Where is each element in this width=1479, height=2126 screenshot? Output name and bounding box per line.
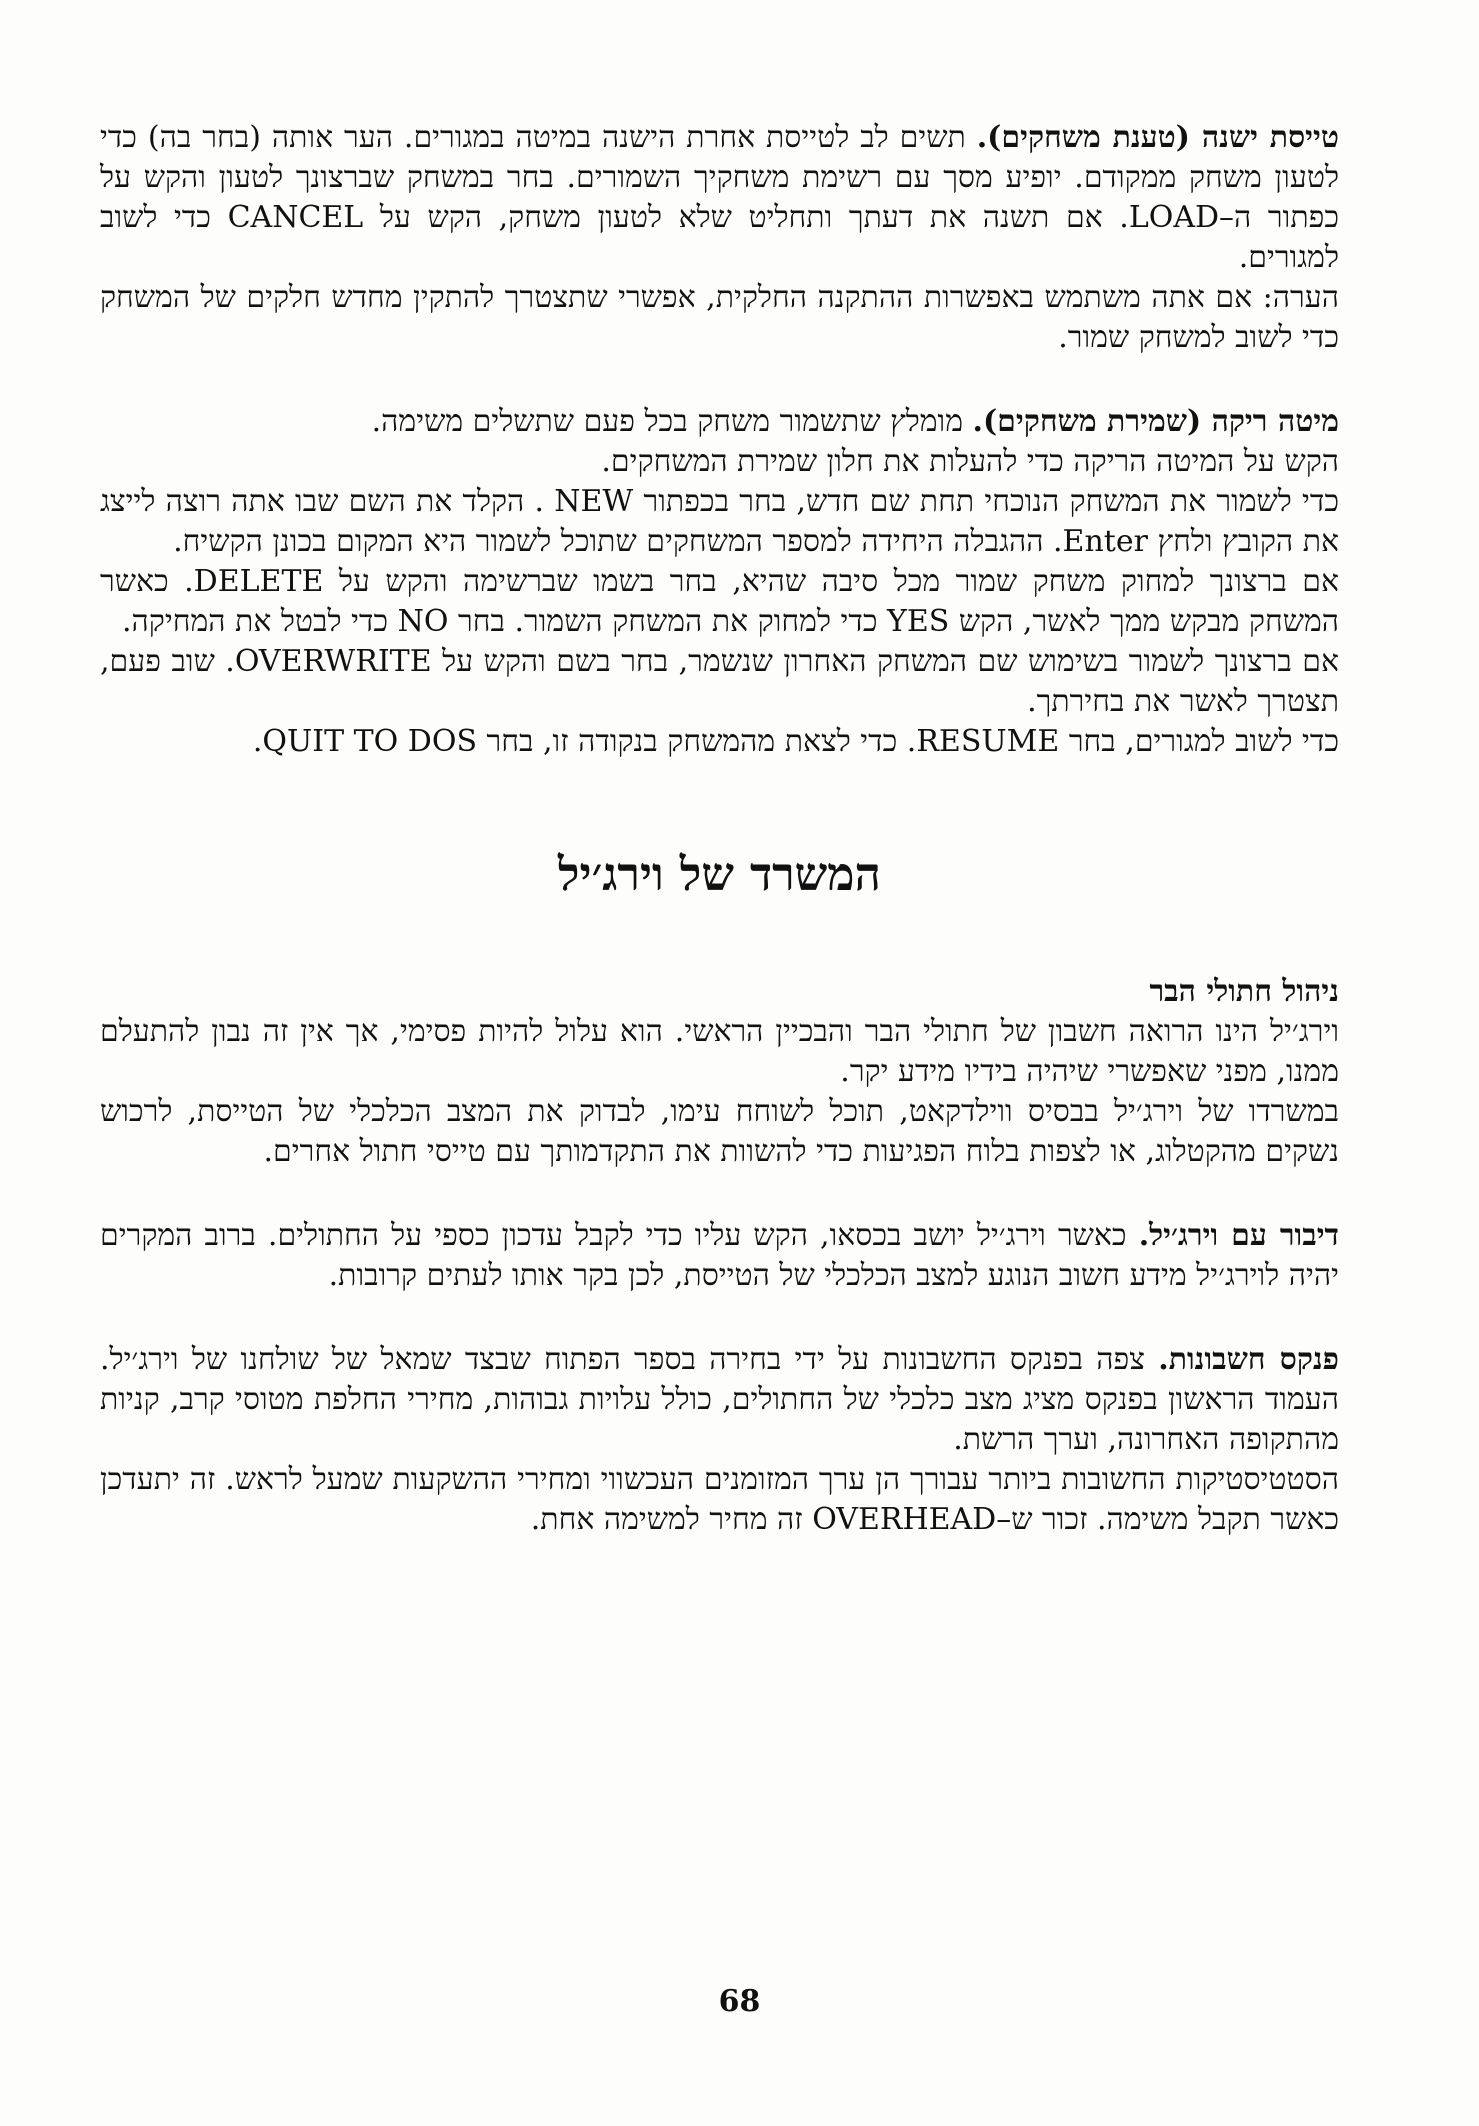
paragraph	[100, 118, 1339, 278]
section-lead: דיבור עם וירג׳יל.	[1138, 1218, 1339, 1253]
paragraph: הסטטיסטיקות החשובות ביותר עבורך הן ערך המזומנים העכשווי ומחירי ההשקעות שמעל לראש. זה יתעדכן כאשר תקבל משימה. זכור ש–OVERHEAD זה מחיר למשימה אחת.	[100, 1462, 1339, 1537]
paragraph: כדי לשוב למגורים, בחר RESUME. כדי לצאת מהמשחק בנקודה זו, בחר QUIT TO DOS.	[252, 724, 1339, 759]
paragraph: הקש על המיטה הריקה כדי להעלות את חלון שמירת המשחקים.	[601, 444, 1339, 479]
paragraph	[100, 1216, 1339, 1296]
section-managing	[100, 1012, 1339, 1172]
section-body: תשים לב לטייסת אחרת הישנה במיטה במגורים. הער אותה (בחר בה) כדי לטעון משחק ממקודם. יופיע מסך עם רשימת משחקיך השמורים. בחר במשחק שברצונך לטעון והקש על כפתור ה–LOAD. אם תשנה את דעתך ותחליט שלא לטעון משחק, הקש על CANCEL כדי לשוב למגורים.	[100, 120, 1339, 275]
paragraph: אם ברצונך לשמור בשימוש שם המשחק האחרון שנשמר, בחר בשם והקש על OVERWRITE. שוב פעם, תצטרך לאשר את בחירתך.	[100, 644, 1339, 719]
section-talk-virgil	[100, 1216, 1339, 1296]
section-lead: מיטה ריקה (שמירת משחקים).	[972, 404, 1339, 439]
section-lead: טייסת ישנה (טענת משחקים).	[976, 120, 1339, 155]
section-lead: פנקס חשבונות.	[1158, 1342, 1339, 1377]
chapter-heading: המשרד של וירג׳יל	[558, 847, 881, 901]
section-ledger	[100, 1340, 1339, 1540]
paragraph: הערה: אם אתה משתמש באפשרות ההתקנה החלקית, אפשרי שתצטרך להתקין מחדש חלקים של המשחק כדי לשוב למשחק שמור.	[100, 280, 1339, 355]
paragraph	[100, 402, 1339, 442]
subheading: ניהול חתולי הבר	[1149, 974, 1339, 1009]
section-body: צפה בפנקס החשבונות על ידי בחירה בספר הפתוח שבצד שמאל של שולחנו של וירג׳יל. העמוד הראשון בפנקס מציג מצב כלכלי של החתולים, כולל עלויות גבוהות, מחירי החלפת מטוסי קרב, קניות מהתקופה האחרונה, וערך הרשת.	[100, 1342, 1339, 1457]
paragraph: כדי לשמור את המשחק הנוכחי תחת שם חדש, בחר בכפתור NEW . הקלד את השם שבו אתה רוצה לייצג את הקובץ ולחץ Enter. ההגבלה היחידה למספר המשחקים שתוכל לשמור היא המקום בכונן הקשיח.	[100, 484, 1339, 559]
paragraph	[100, 1340, 1339, 1460]
page-content	[100, 118, 1339, 1584]
section-body: כאשר וירג׳יל יושב בכסאו, הקש עליו כדי לקבל עדכון כספי על החתולים. ברוב המקרים יהיה לוירג׳יל מידע חשוב הנוגע למצב הכלכלי של הטייסת, לכן בקר אותו לעתים קרובות.	[100, 1218, 1339, 1293]
section-load-games	[100, 118, 1339, 358]
section-body: מומלץ שתשמור משחק בכל פעם שתשלים משימה.	[371, 404, 963, 439]
page-number: 68	[718, 1984, 761, 2019]
paragraph: אם ברצונך למחוק משחק שמור מכל סיבה שהיא, בחר בשמו שברשימה והקש על DELETE. כאשר המשחק מבקש ממך לאשר, הקש YES כדי למחוק את המשחק השמור. בחר NO כדי לבטל את המחיקה.	[100, 564, 1339, 639]
paragraph: וירג׳יל הינו הרואה חשבון של חתולי הבר והבכיין הראשי. הוא עלול להיות פסימי, אך אין זה נבון להתעלם ממנו, מפני שאפשרי שיהיה בידיו מידע יקר.	[100, 1014, 1339, 1089]
section-save-games	[100, 402, 1339, 762]
paragraph: במשרדו של וירג׳יל בבסיס ווילדקאט, תוכל לשוחח עימו, לבדוק את המצב הכלכלי של הטייסת, לרכוש נשקים מהקטלוג, או לצפות בלוח הפגיעות כדי להשוות את התקדמותך עם טייסי חתול אחרים.	[100, 1094, 1339, 1169]
